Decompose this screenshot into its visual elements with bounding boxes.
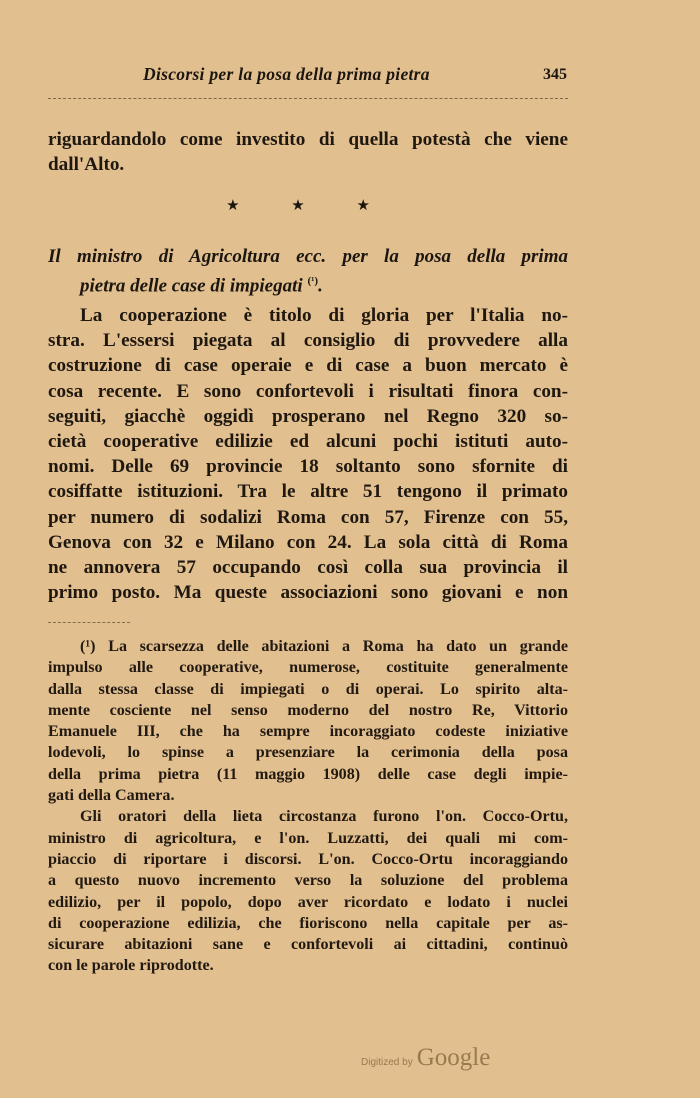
text-line: cosiffatte istituzioni. Tra le altre 51 tengono il primato	[48, 481, 568, 503]
text-line: primo posto. Ma queste associazioni sono giovani e non	[48, 582, 568, 604]
footnote-line: ministro di agricoltura, e l'on. Luzzatti, dei quali mi com-	[48, 829, 568, 847]
footnote-line: dalla stessa classe di impiegati o di operai. Lo spirito alta-	[48, 680, 568, 698]
text-line: seguiti, giacchè oggidì prosperano nel Regno 320 so-	[48, 405, 568, 427]
footnote-reference[interactable]: (¹)	[307, 275, 319, 288]
running-title: Discorsi per la posa della prima pietra	[143, 64, 430, 84]
text-line: riguardandolo come investito di quella potestà che viene	[48, 129, 568, 150]
text-line: La cooperazione è titolo di gloria per l'Italia no-	[80, 305, 568, 326]
text-line: nomi. Delle 69 provincie 18 soltanto sono sfornite di	[48, 456, 568, 478]
text-line: cietà cooperative edilizie ed alcuni pochi istituti auto-	[48, 430, 568, 452]
text-line: per numero di sodalizi Roma con 57, Firenze con 55,	[48, 506, 568, 528]
google-logo: Google	[416, 1044, 491, 1071]
footnote-line	[48, 636, 568, 657]
text-line: Genova con 32 e Milano con 24. La sola città di Roma	[48, 531, 568, 553]
footnote	[48, 636, 568, 977]
text-line: cosa recente. E sono confortevoli i risultati finora con-	[48, 380, 568, 402]
footnote-line: piaccio di riportare i discorsi. L'on. Cocco-Ortu incoraggiando	[48, 850, 568, 868]
footnote-line: sicurare abitazioni sane e confortevoli ai cittadini, continuò	[48, 936, 568, 954]
running-head	[143, 64, 569, 90]
footnote-line: lodevoli, lo spinse a presenziare la cerimonia della posa	[48, 744, 568, 762]
footnote-rule	[48, 622, 130, 623]
footnote-line: della prima pietra (11 maggio 1908) delle case degli impie-	[48, 765, 568, 783]
footnote-line: a questo nuovo incremento verso la soluzione del problema	[48, 872, 568, 890]
continuation-paragraph	[48, 127, 568, 177]
footnote-line: di cooperazione edilizia, che fioriscono nella capitale per as-	[48, 914, 568, 932]
footnote-line: mente cosciente nel senso moderno del nostro Re, Vittorio	[48, 701, 568, 719]
text-line: ne annovera 57 occupando così colla sua provincia il	[48, 556, 568, 578]
main-paragraph	[48, 303, 568, 605]
page-number: 345	[543, 66, 567, 83]
title-period: .	[318, 275, 323, 297]
footnote-line: impulso alle cooperative, numerose, costituite generalmente	[48, 659, 568, 677]
footnote-line: edilizio, per il popolo, dopo aver ricordato e lodato i nuclei	[48, 893, 568, 911]
section-separator-stars: ★ ★ ★	[226, 198, 394, 214]
section-title-line-2	[48, 269, 568, 297]
footnote-text: La scarsezza delle abitazioni a Roma ha dato un grande	[108, 638, 569, 655]
section-title-text: pietra delle case di impiegati	[80, 275, 303, 297]
section-title-line-1: Il ministro di Agricoltura ecc. per la posa della prima	[48, 246, 568, 267]
digitized-by-google-watermark	[361, 1044, 490, 1072]
text-line: dall'Alto.	[48, 154, 125, 176]
footnote-line: Emanuele III, che ha sempre incoraggiato codeste iniziative	[48, 723, 568, 741]
section-title	[48, 244, 568, 297]
footnote-line: Gli oratori della lieta circostanza furono l'on. Cocco-Ortu,	[80, 808, 568, 826]
footnote-line: gati della Camera.	[48, 787, 175, 805]
watermark-prefix: Digitized by	[361, 1057, 413, 1068]
footnote-line: con le parole riprodotte.	[48, 957, 214, 975]
text-line: costruzione di case operaie e di case a buon mercato è	[48, 355, 568, 377]
text-line: stra. L'essersi piegata al consiglio di provvedere alla	[48, 330, 568, 352]
footnote-marker: (¹)	[80, 638, 96, 655]
header-rule	[48, 98, 568, 99]
